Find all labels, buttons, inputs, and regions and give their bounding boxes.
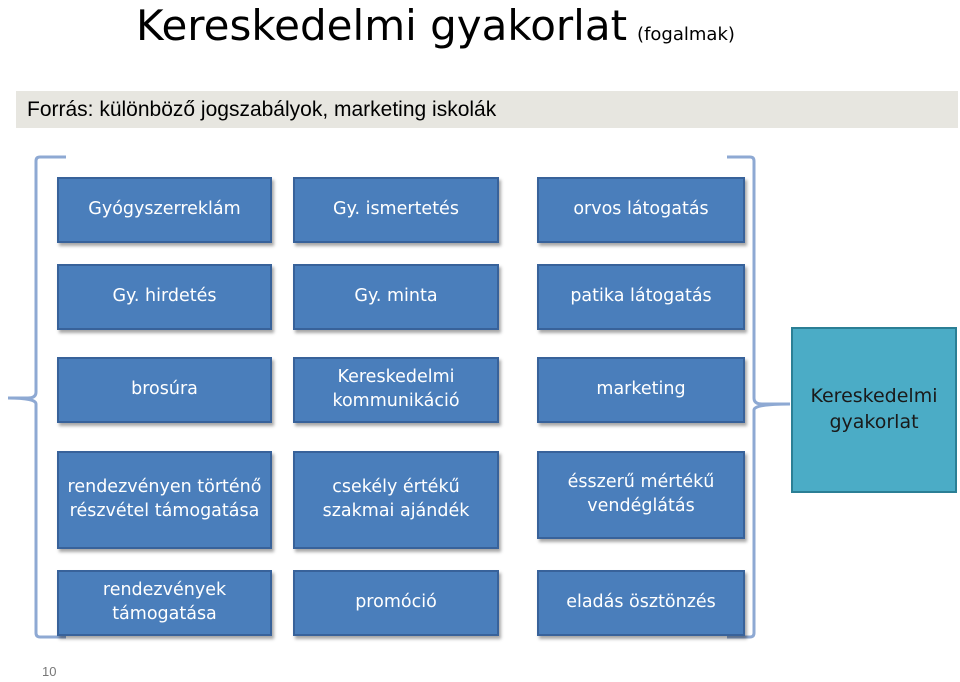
title-text: Kereskedelmi gyakorlat: [136, 1, 628, 50]
concept-box-kereskedelmi-kommunikacio: Kereskedelmi kommunikáció: [293, 357, 499, 423]
concept-box-promocio: promóció: [293, 570, 499, 636]
result-box-kereskedelmi-gyakorlat: Kereskedelmi gyakorlat: [791, 327, 957, 493]
concept-box-rendezvenyen-reszvetel: rendezvényen történő részvétel támogatása: [57, 451, 272, 549]
concept-box-gy-ismertetes: Gy. ismertetés: [293, 177, 499, 243]
concept-box-gy-hirdetes: Gy. hirdetés: [57, 264, 272, 330]
concept-box-gyogyszerreklam: Gyógyszerreklám: [57, 177, 272, 243]
concept-box-gy-minta: Gy. minta: [293, 264, 499, 330]
concept-box-brosura: brosúra: [57, 357, 272, 423]
source-band: Forrás: különböző jogszabályok, marketing iskolák: [16, 91, 958, 128]
concept-box-esszeru-vendeglatas: ésszerű mértékű vendéglátás: [537, 451, 745, 539]
concept-box-patika-latogatas: patika látogatás: [537, 264, 745, 330]
concept-box-orvos-latogatas: orvos látogatás: [537, 177, 745, 243]
page-number: 10: [42, 664, 57, 679]
concept-box-marketing: marketing: [537, 357, 745, 423]
concept-box-csekely-erteku-ajandek: csekély értékű szakmai ajándék: [293, 451, 499, 549]
concept-box-eladas-osztonzes: eladás ösztönzés: [537, 570, 745, 636]
title-subtitle: (fogalmak): [637, 24, 735, 45]
concept-box-rendezvenyek-tamogatasa: rendezvények támogatása: [57, 570, 272, 636]
